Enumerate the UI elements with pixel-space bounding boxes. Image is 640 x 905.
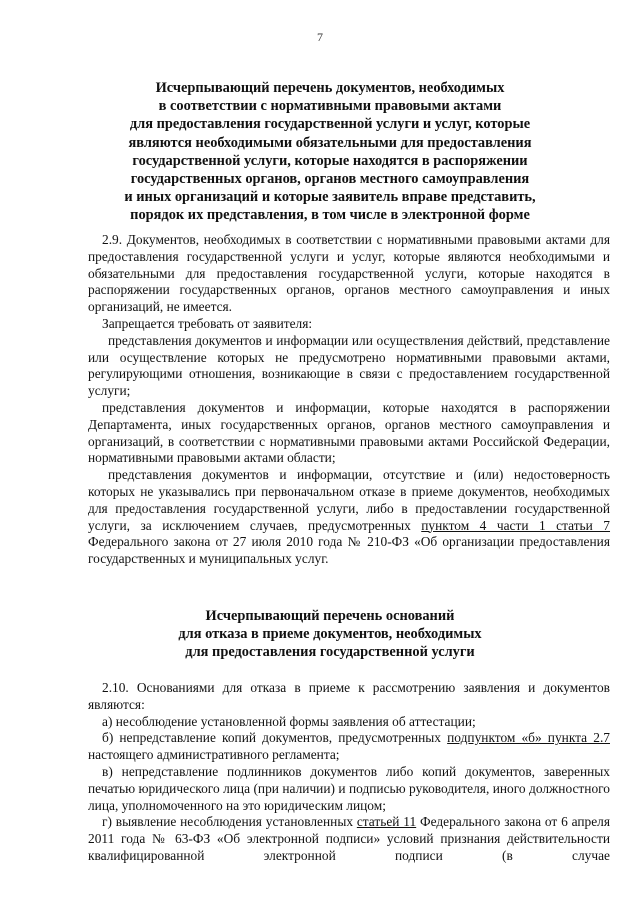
law-article-link[interactable]: статьей 11 [356,814,417,830]
page-number: 7 [317,30,323,44]
regulation-reference-link[interactable]: подпунктом «б» пункта 2.7 [447,730,610,746]
list-item-v: в) непредставление подлинников документов либо копий документов, заверенных печатью юридического лица (при наличии) и подписью руководителя, иного должностного лица, уполномоченного на это юридическим лицом; [88,763,610,813]
heading-line: порядок их представления, в том числе в электронной форме [130,207,530,224]
heading-line: Исчерпывающий перечень документов, необходимых [155,80,505,96]
paragraph-text: представления документов и информации, отсутствие и (или) недостоверность которых не указывались при первоначальном отказе в приеме документов, необходимых для предоставления государственной услуги, либо в предоставлении государственной услуги, за исключением случаев, предусмотренных [88,467,610,533]
section-body-required-documents [88,232,610,568]
heading-line: для предоставления государственной услуги [185,644,475,661]
paragraph-prohibition-2: представления документов и информации, которые находятся в распоряжении Департамента, иных государственных органов, органов местного самоуправления и организаций, в соответствии с нормативными правовыми актами Российской Федерации, нормативными правовыми актами области; [88,399,610,466]
paragraph-text: г) выявление несоблюдения установленных [102,814,357,830]
paragraph-text: Федерального закона от 6 апреля 2011 года № 63-ФЗ «Об электронной подписи» условий признания действительности квалифицированной электронной подписи (в случае [88,814,610,863]
section-heading-required-documents [80,79,580,225]
list-item-a: а) несоблюдение установленной формы заявления об аттестации; [102,713,476,729]
heading-line: государственной услуги, которые находятся в распоряжении [132,152,528,169]
paragraph-prohibition-3 [88,467,610,568]
heading-line: для предоставления государственной услуги и услуг, которые [129,116,531,133]
paragraph-text: б) непредставление копий документов, предусмотренных [102,730,448,746]
paragraph-2-9: 2.9. Документов, необходимых в соответствии с нормативными правовыми актами для предоставления государственной услуги и услуг, которые являются необходимыми и обязательными для предоставления государственной услуги, которые находятся в распоряжении государственных органов, органов местного самоуправления и иных организаций, не имеется. [88,232,610,315]
paragraph-prohibition-intro: Запрещается требовать от заявителя: [102,315,313,331]
law-reference-link[interactable]: пунктом 4 части 1 статьи 7 [421,517,611,533]
list-item-b [88,730,610,764]
paragraph-prohibition-1: представления документов и информации или осуществления действий, представление или осуществление которых не предусмотрено нормативными правовыми актами, регулирующими отношения, возникающие в связи с предоставлением государственной услуги; [88,332,610,399]
heading-line: Исчерпывающий перечень оснований [205,608,455,624]
heading-line: и иных организаций и которые заявитель вправе представить, [124,189,536,206]
heading-line: государственных органов, органов местного самоуправления [130,171,530,188]
heading-line: для отказа в приеме документов, необходимых [178,626,482,643]
section-body-refusal-grounds [88,680,610,865]
heading-line: являются необходимыми обязательными для предоставления [128,134,532,151]
paragraph-2-10: 2.10. Основаниями для отказа в приеме к рассмотрению заявления и документов являются: [88,680,610,712]
paragraph-text: Федерального закона от 27 июля 2010 года № 210-ФЗ «Об организации предоставления государственных и муниципальных услуг. [88,534,610,567]
heading-line: в соответствии с нормативными правовыми актами [158,98,502,115]
paragraph-text: настоящего административного регламента; [88,747,340,763]
section-heading-refusal-grounds [80,607,580,662]
list-item-g [88,814,610,864]
